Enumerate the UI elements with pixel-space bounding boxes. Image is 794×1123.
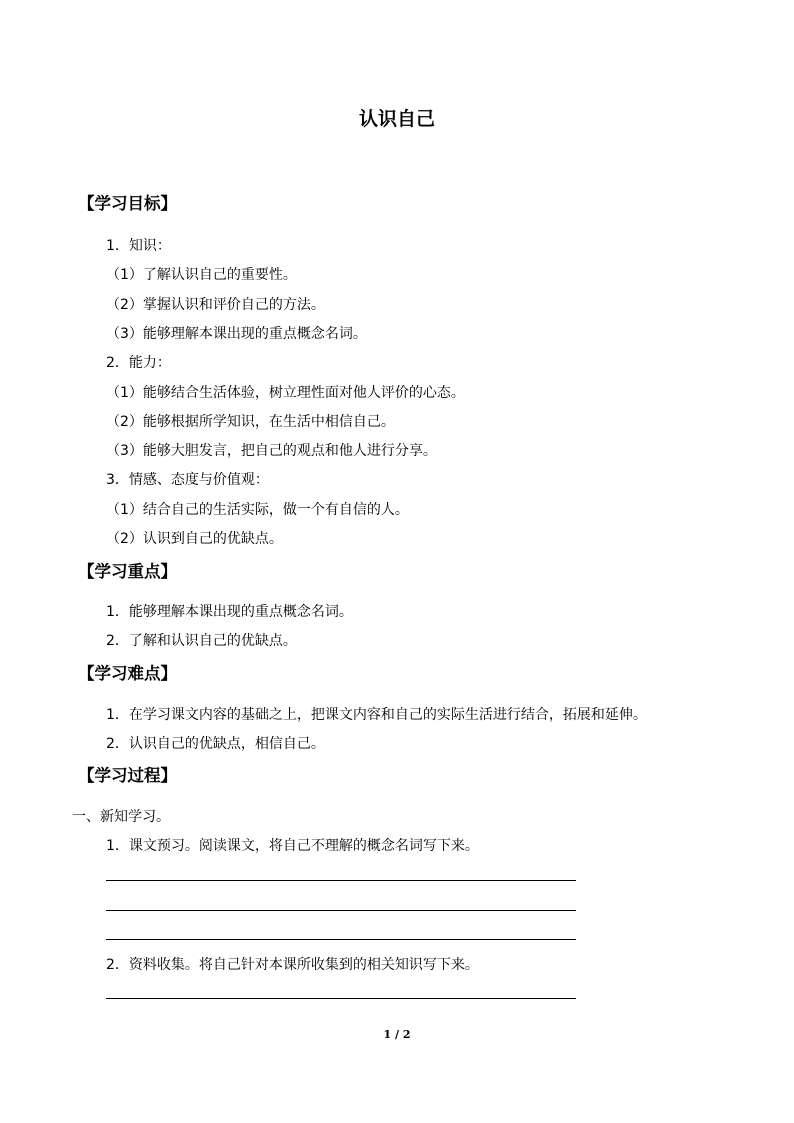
- objective-item: （3）能够理解本课出现的重点概念名词。: [106, 326, 367, 342]
- objective-item: （2）掌握认识和评价自己的方法。: [106, 297, 325, 313]
- section-heading-difficulties: 【学习难点】: [78, 664, 177, 683]
- section-heading-process: 【学习过程】: [78, 766, 177, 785]
- process-subheading: 一、新知学习。: [72, 809, 170, 825]
- objective-item: （1）能够结合生活体验，树立理性面对他人评价的心态。: [106, 385, 465, 401]
- document-title: 认识自己: [358, 108, 435, 130]
- answer-line: [106, 880, 576, 881]
- objective-item: （2）能够根据所学知识，在生活中相信自己。: [106, 414, 395, 430]
- objective-item: 3．情感、态度与价值观：: [106, 472, 269, 488]
- objective-item: 1．知识：: [106, 238, 171, 254]
- objective-item: （3）能够大胆发言，把自己的观点和他人进行分享。: [106, 443, 437, 459]
- answer-line: [106, 910, 576, 911]
- difficulty-item: 1．在学习课文内容的基础之上，把课文内容和自己的实际生活进行结合，拓展和延伸。: [106, 707, 647, 723]
- key-point-item: 1．能够理解本课出现的重点概念名词。: [106, 604, 353, 620]
- answer-line: [106, 998, 576, 999]
- key-point-item: 2．了解和认识自己的优缺点。: [106, 633, 297, 649]
- objective-item: 2．能力：: [106, 355, 171, 371]
- page-number: 1 / 2: [383, 1028, 411, 1041]
- section-heading-key-points: 【学习重点】: [78, 562, 177, 581]
- objective-item: （2）认识到自己的优缺点。: [106, 531, 283, 547]
- process-item: 1．课文预习。阅读课文，将自己不理解的概念名词写下来。: [106, 838, 479, 854]
- objective-item: （1）结合自己的生活实际，做一个有自信的人。: [106, 502, 409, 518]
- section-heading-objectives: 【学习目标】: [78, 194, 177, 213]
- difficulty-item: 2．认识自己的优缺点，相信自己。: [106, 736, 325, 752]
- answer-line: [106, 939, 576, 940]
- objective-item: （1）了解认识自己的重要性。: [106, 267, 297, 283]
- process-item: 2．资料收集。将自己针对本课所收集到的相关知识写下来。: [106, 957, 479, 973]
